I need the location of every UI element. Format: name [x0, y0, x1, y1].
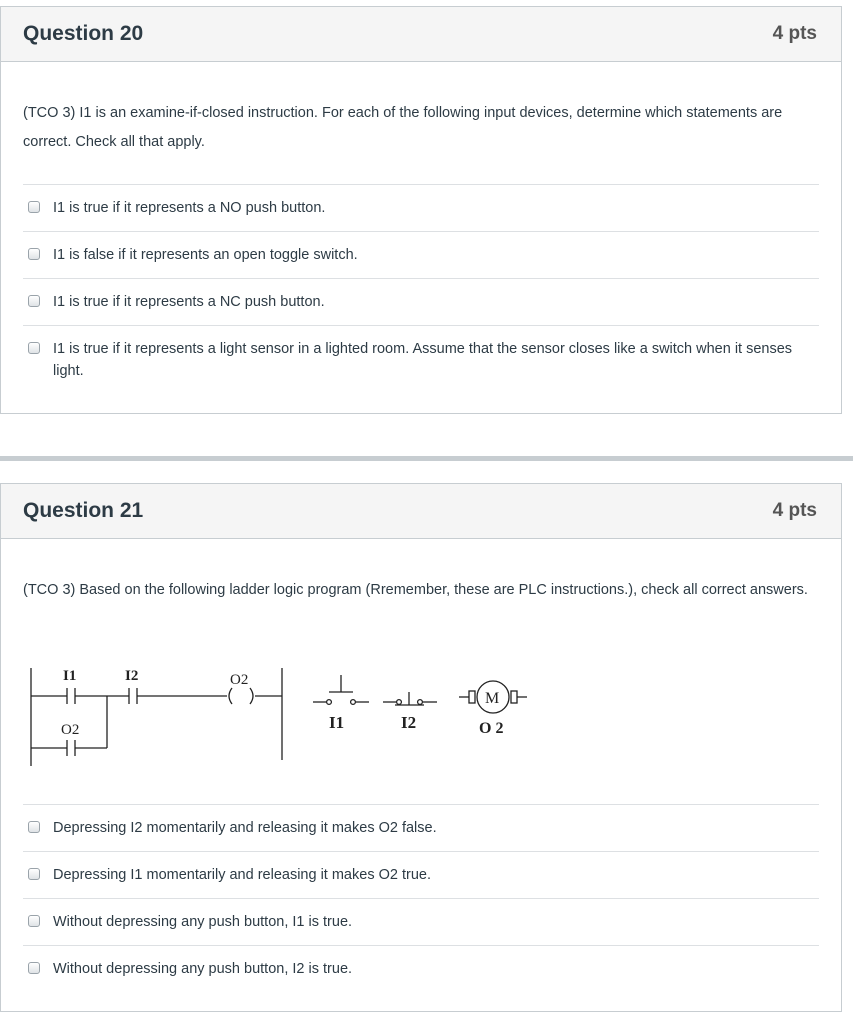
answer-checkbox[interactable] — [28, 201, 40, 213]
answer-label: Without depressing any push button, I1 is true. — [53, 914, 353, 930]
answer-label: I1 is true if it represents a NC push button. — [53, 294, 325, 310]
answer-option[interactable] — [23, 325, 819, 396]
answer-option[interactable] — [23, 231, 819, 278]
motor-symbol-label: M — [485, 690, 500, 707]
question-20-card — [0, 6, 842, 414]
answer-checkbox[interactable] — [28, 962, 40, 974]
push-button-no-symbol — [313, 675, 369, 704]
section-divider — [0, 456, 853, 461]
contact-o2-label: O2 — [61, 722, 80, 738]
question-points: 4 pts — [772, 23, 817, 44]
question-text: (TCO 3) I1 is an examine-if-closed instruction. For each of the following input devices, determine which statements are correct. Check all that apply. — [23, 105, 783, 150]
motor-o2-label: O 2 — [479, 720, 504, 737]
answer-label: Depressing I2 momentarily and releasing it makes O2 false. — [53, 820, 437, 836]
coil-o2-label: O2 — [230, 672, 249, 688]
contact-i1-symbol — [67, 688, 75, 704]
question-21-card — [0, 483, 842, 1012]
contact-o2-symbol — [67, 740, 75, 756]
push-button-i1-label: I1 — [329, 713, 345, 732]
push-button-nc-symbol — [383, 692, 437, 705]
push-button-i2-label: I2 — [401, 713, 417, 732]
answer-checkbox[interactable] — [28, 868, 40, 880]
answer-option[interactable] — [23, 898, 819, 945]
answer-checkbox[interactable] — [28, 248, 40, 260]
answer-checkbox[interactable] — [28, 821, 40, 833]
answer-list — [23, 804, 819, 992]
answer-label: Depressing I1 momentarily and releasing it makes O2 true. — [53, 867, 431, 883]
ladder-logic-diagram — [23, 662, 563, 772]
answer-option[interactable] — [23, 851, 819, 898]
question-header — [1, 7, 841, 62]
answer-checkbox[interactable] — [28, 342, 40, 354]
coil-o2-symbol — [229, 688, 253, 704]
answer-label: I1 is true if it represents a light sensor in a lighted room. Assume that the sensor closes like a switch when it senses light. — [53, 341, 793, 379]
question-header — [1, 484, 841, 539]
answer-label: I1 is true if it represents a NO push button. — [53, 200, 326, 216]
question-points: 4 pts — [772, 500, 817, 521]
answer-checkbox[interactable] — [28, 915, 40, 927]
question-title: Question 21 — [23, 499, 144, 522]
answer-option[interactable] — [23, 804, 819, 851]
question-text: (TCO 3) Based on the following ladder logic program (Rremember, these are PLC instructions.), check all correct answers. — [23, 582, 808, 598]
answer-list — [23, 184, 819, 396]
question-title: Question 20 — [23, 22, 144, 45]
contact-i2-symbol — [129, 688, 137, 704]
answer-option[interactable] — [23, 945, 819, 992]
answer-checkbox[interactable] — [28, 295, 40, 307]
answer-label: Without depressing any push button, I2 is true. — [53, 961, 353, 977]
contact-i2-label: I2 — [125, 668, 139, 684]
answer-option[interactable] — [23, 278, 819, 325]
answer-option[interactable] — [23, 184, 819, 231]
answer-label: I1 is false if it represents an open toggle switch. — [53, 247, 358, 263]
contact-i1-label: I1 — [63, 668, 77, 684]
